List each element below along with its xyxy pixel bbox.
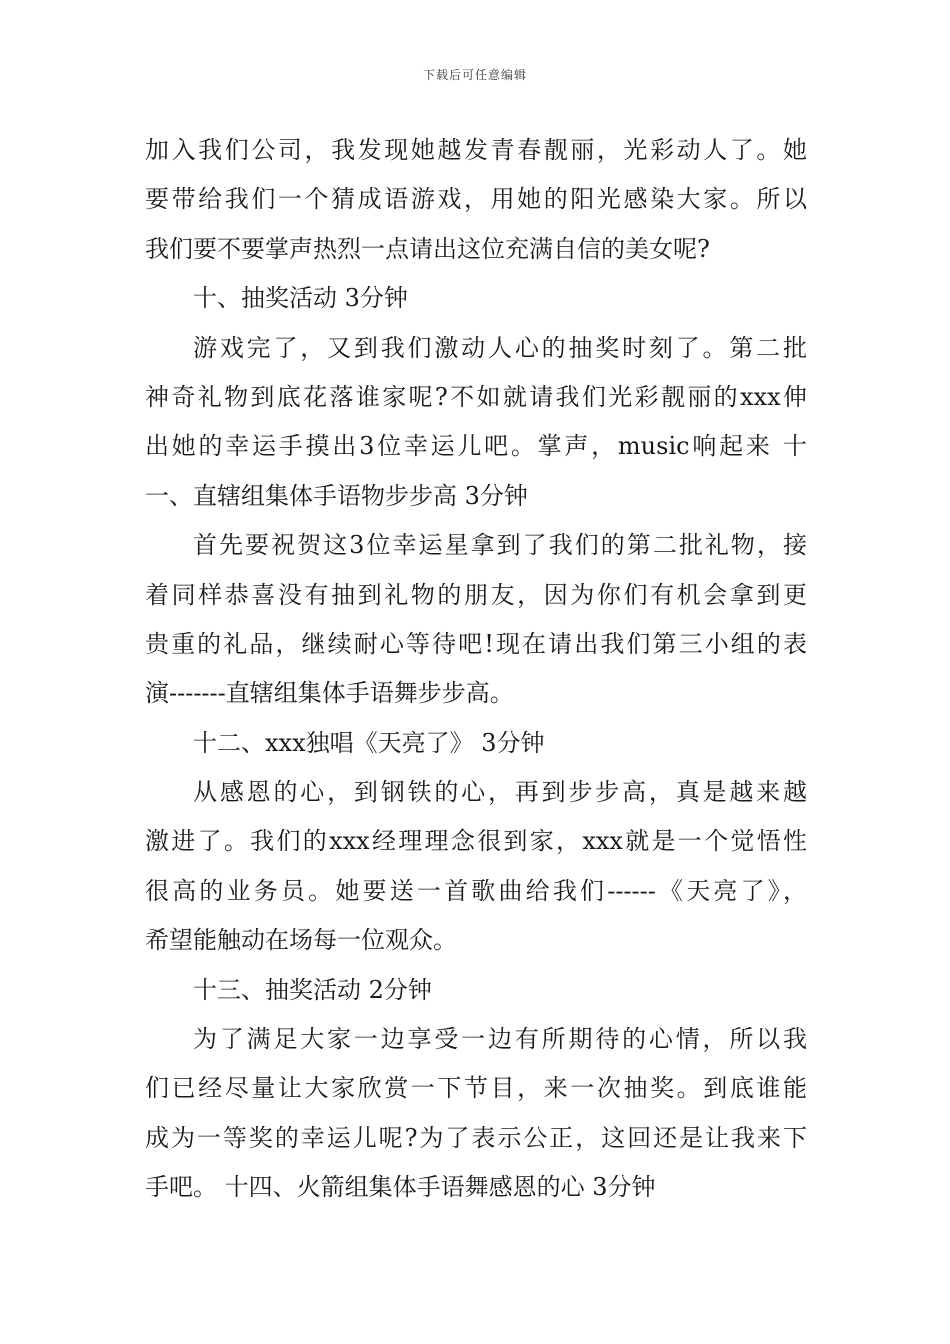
paragraph-line: 们已经尽量让大家欣赏一下节目，来一次抽奖。到底谁能 (145, 1074, 807, 1103)
paragraph-line: 首先要祝贺这3位幸运星拿到了我们的第二批礼物，接 (193, 531, 807, 560)
paragraph-line: 游戏完了，又到我们激动人心的抽奖时刻了。第二批 (193, 333, 807, 362)
paragraph-line: 从感恩的心，到钢铁的心，再到步步高，真是越来越 (193, 778, 807, 807)
paragraph-line: 要带给我们一个猜成语游戏，用她的阳光感染大家。所以 (145, 185, 807, 214)
paragraph-line: 很高的业务员。她要送一首歌曲给我们------《天亮了》， (145, 876, 807, 905)
paragraph-line: 我们要不要掌声热烈一点请出这位充满自信的美女呢? (145, 234, 710, 263)
paragraph-line: 加入我们公司，我发现她越发青春靓丽，光彩动人了。她 (145, 136, 807, 164)
section-heading: 十、抽奖活动 3分钟 (193, 284, 408, 313)
paragraph-line: 为了满足大家一边享受一边有所期待的心情，所以我 (193, 1025, 807, 1054)
paragraph-line: 激进了。我们的xxx经理理念很到家，xxx就是一个觉悟性 (145, 827, 807, 856)
paragraph-line: 一、直辖组集体手语物步步高 3分钟 (145, 481, 528, 510)
document-body (145, 126, 807, 1213)
paragraph-line: 希望能触动在场每一位观众。 (145, 926, 457, 955)
page-header: 下载后可任意编辑 (422, 68, 527, 82)
paragraph-line: 出她的幸运手摸出3位幸运儿吧。掌声，music响起来 十 (145, 432, 807, 461)
section-heading: 十三、抽奖活动 2分钟 (193, 975, 432, 1004)
paragraph-line: 成为一等奖的幸运儿呢?为了表示公正，这回还是让我来下 (145, 1123, 807, 1152)
section-heading: 十二、xxx独唱《天亮了》 3分钟 (193, 728, 545, 757)
paragraph-line: 手吧。 十四、火箭组集体手语舞感恩的心 3分钟 (145, 1173, 656, 1202)
paragraph-line: 贵重的礼品，继续耐心等待吧!现在请出我们第三小组的表 (145, 629, 807, 658)
paragraph-line: 演-------直辖组集体手语舞步步高。 (145, 679, 514, 708)
paragraph-line: 着同样恭喜没有抽到礼物的朋友，因为你们有机会拿到更 (145, 580, 807, 609)
paragraph-line: 神奇礼物到底花落谁家呢?不如就请我们光彩靓丽的xxx伸 (145, 382, 807, 411)
